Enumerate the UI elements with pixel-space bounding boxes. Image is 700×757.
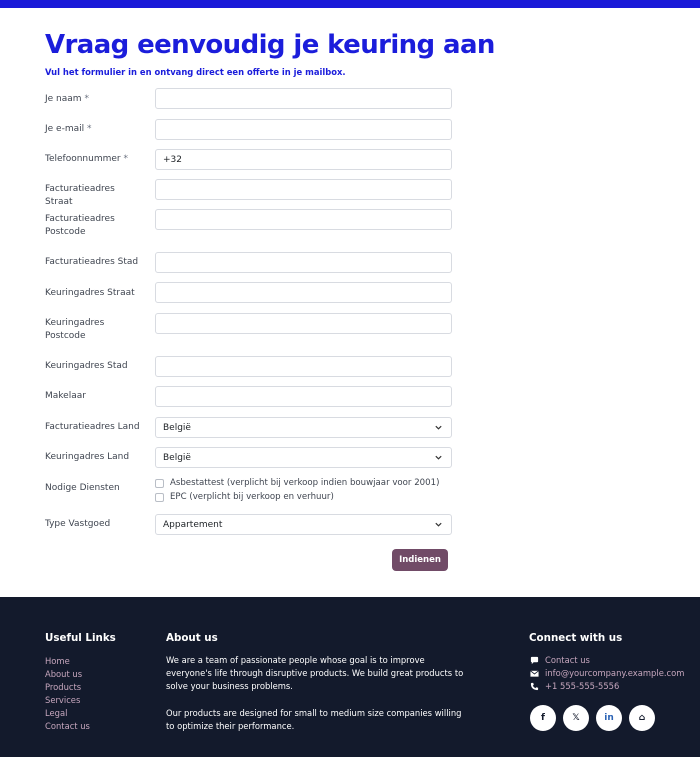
about-heading: About us xyxy=(166,632,218,644)
epc-checkbox[interactable] xyxy=(155,493,164,502)
inspection-country-label: Keuringadres Land xyxy=(45,452,130,462)
footer-link-home[interactable]: Home xyxy=(45,656,70,666)
billing-street-input[interactable] xyxy=(155,179,452,200)
epc-option-label: EPC (verplicht bij verkoop en verhuur) xyxy=(170,492,334,502)
billing-city-label: Facturatieadres Stad xyxy=(45,257,139,267)
chevron-down-icon xyxy=(434,453,443,462)
footer-link-about[interactable]: About us xyxy=(45,669,83,679)
billing-postcode-label: Facturatieadres Postcode xyxy=(45,214,115,237)
contact-link[interactable] xyxy=(530,655,590,665)
service-option-epc[interactable] xyxy=(155,492,334,502)
inspection-country-select[interactable] xyxy=(155,447,452,468)
about-paragraph-1: We are a team of passionate people whose goal is to improve everyone's life through disruptive products. We build great products to solve your business problems. xyxy=(166,655,464,691)
billing-country-label: Facturatieadres Land xyxy=(45,422,140,432)
site-footer xyxy=(0,597,700,757)
chevron-down-icon xyxy=(434,423,443,432)
broker-input[interactable] xyxy=(155,386,452,407)
phone-icon xyxy=(530,682,539,691)
top-accent-bar xyxy=(0,0,700,8)
chevron-down-icon xyxy=(434,520,443,529)
property-type-label: Type Vastgoed xyxy=(45,519,111,529)
connect-heading: Connect with us xyxy=(529,632,623,644)
chat-bubble-icon xyxy=(530,656,539,665)
inspection-city-input[interactable] xyxy=(155,356,452,377)
phone-label: Telefoonnummer * xyxy=(45,154,128,164)
footer-link-contact[interactable]: Contact us xyxy=(45,721,90,731)
inspection-postcode-input[interactable] xyxy=(155,313,452,334)
phone-link[interactable] xyxy=(530,681,619,691)
page-title: Vraag eenvoudig je keuring aan xyxy=(45,30,495,60)
asbestos-option-label: Asbestattest (verplicht bij verkoop indien bouwjaar voor 2001) xyxy=(170,478,440,488)
submit-button[interactable]: Indienen xyxy=(392,549,448,571)
page-subtitle: Vul het formulier in en ontvang direct een offerte in je mailbox. xyxy=(45,67,346,77)
asbestos-checkbox[interactable] xyxy=(155,479,164,488)
x-twitter-icon[interactable]: 𝕏 xyxy=(563,705,589,731)
billing-city-input[interactable] xyxy=(155,252,452,273)
inspection-street-label: Keuringadres Straat xyxy=(45,288,135,298)
footer-link-services[interactable]: Services xyxy=(45,695,81,705)
phone-input[interactable]: +32 xyxy=(155,149,452,170)
envelope-icon xyxy=(530,669,539,678)
services-label: Nodige Diensten xyxy=(45,483,120,493)
broker-label: Makelaar xyxy=(45,391,86,401)
inspection-country-value: België xyxy=(163,452,191,463)
email-label: Je e-mail * xyxy=(45,124,92,134)
property-type-value: Appartement xyxy=(163,519,223,530)
inspection-postcode-label: Keuringadres Postcode xyxy=(45,318,105,341)
contact-link-label: Contact us xyxy=(545,655,590,665)
phone-link-label: +1 555-555-5556 xyxy=(545,681,620,691)
email-link-label: info@yourcompany.example.com xyxy=(545,668,685,678)
linkedin-icon[interactable]: in xyxy=(596,705,622,731)
footer-link-legal[interactable]: Legal xyxy=(45,708,68,718)
property-type-select[interactable] xyxy=(155,514,452,535)
service-option-asbestos[interactable] xyxy=(155,478,439,488)
billing-street-label: Facturatieadres Straat xyxy=(45,184,115,207)
facebook-icon[interactable]: f xyxy=(530,705,556,731)
useful-links-heading: Useful Links xyxy=(45,632,116,644)
inspection-city-label: Keuringadres Stad xyxy=(45,361,128,371)
billing-country-select[interactable] xyxy=(155,417,452,438)
about-paragraph-2: Our products are designed for small to medium size companies willing to optimize their performance. xyxy=(166,708,462,731)
email-link[interactable] xyxy=(530,668,684,678)
inspection-street-input[interactable] xyxy=(155,282,452,303)
footer-link-products[interactable]: Products xyxy=(45,682,82,692)
billing-country-value: België xyxy=(163,422,191,433)
name-label: Je naam * xyxy=(45,94,89,104)
billing-postcode-input[interactable] xyxy=(155,209,452,230)
email-input[interactable] xyxy=(155,119,452,140)
name-input[interactable] xyxy=(155,88,452,109)
home-icon[interactable]: ⌂ xyxy=(629,705,655,731)
